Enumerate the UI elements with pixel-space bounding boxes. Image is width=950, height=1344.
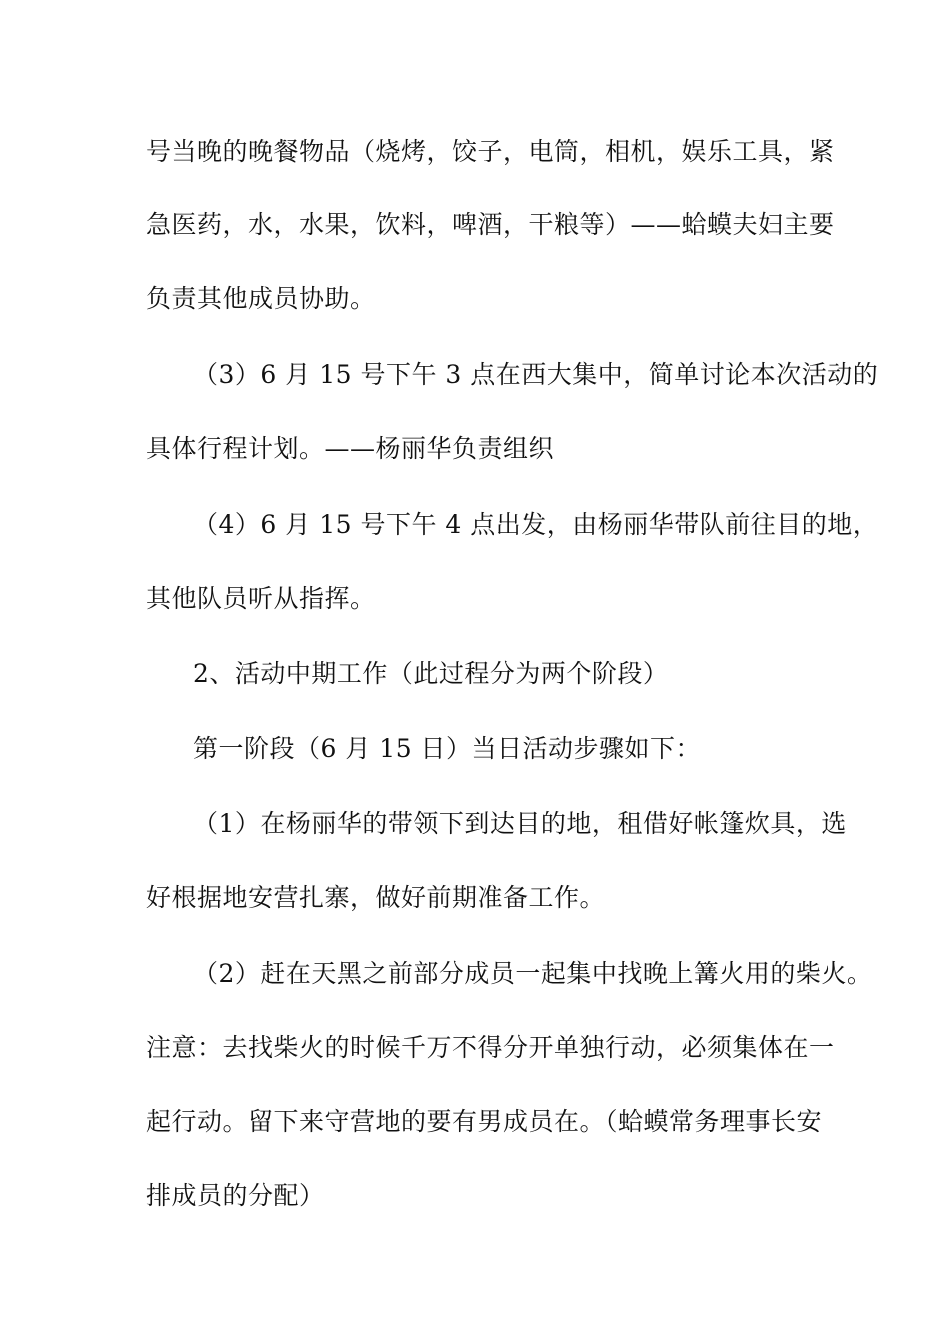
subsection-heading: 第一阶段（6 月 15 日）当日活动步骤如下： [193,734,702,763]
text-line: 好根据地安营扎寨，做好前期准备工作。 [146,883,606,912]
text-line: 具体行程计划。——杨丽华负责组织 [146,434,555,463]
text-line: 排成员的分配） [146,1181,325,1210]
section-heading: 2、活动中期工作（此过程分为两个阶段） [193,659,669,688]
text-line: 负责其他成员协助。 [146,284,376,313]
text-line: （2）赶在天黑之前部分成员一起集中找晚上篝火用的柴火。 [193,959,873,988]
text-line: （4）6 月 15 号下午 4 点出发，由杨丽华带队前往目的地， [193,510,879,539]
text-line: （3）6 月 15 号下午 3 点在西大集中，简单讨论本次活动的 [193,360,879,389]
text-line: 起行动。留下来守营地的要有男成员在。（蛤蟆常务理事长安 [146,1107,823,1136]
text-line: （1）在杨丽华的带领下到达目的地，租借好帐篷炊具，选 [193,809,847,838]
text-line: 号当晚的晚餐物品（烧烤，饺子，电筒，相机，娱乐工具，紧 [146,137,835,166]
text-line: 其他队员听从指挥。 [146,584,376,613]
text-line: 注意：去找柴火的时候千万不得分开单独行动，必须集体在一 [146,1033,835,1062]
text-line: 急医药，水，水果，饮料，啤酒，干粮等）——蛤蟆夫妇主要 [146,210,835,239]
